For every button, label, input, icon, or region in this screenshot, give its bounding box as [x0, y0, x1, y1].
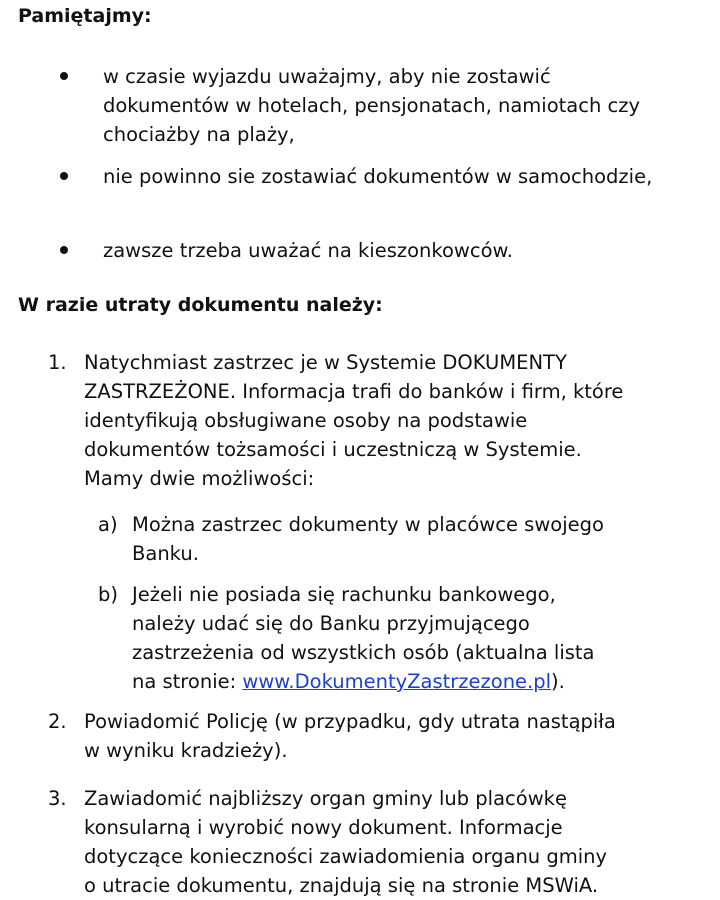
- bullet-text: w czasie wyjazdu uważajmy, aby nie zostawić dokumentów w hotelach, pensjonatach, namiotach czy chociażby na plaży,: [103, 65, 641, 146]
- substep-text-after: ).: [551, 670, 565, 693]
- step-number: 1.: [48, 351, 67, 374]
- step-text: Powiadomić Policję (w przypadku, gdy utrata nastąpiła w wyniku kradzieży).: [84, 710, 616, 762]
- step-text: Natychmiast zastrzec je w Systemie DOKUMENTY ZASTRZEŻONE. Informacja trafi do banków i firm, które identyfikują obsługiwane osoby na podstawie dokumentów tożsamości i uczestniczą w Systemie. Mamy dwie możliwości:: [84, 351, 624, 490]
- substep-marker: a): [98, 513, 118, 536]
- step-text: Zawiadomić najbliższy organ gminy lub placówkę konsularną i wyrobić nowy dokument. Informacje dotyczące konieczności zawiadomienia organu gminy o utracie dokumentu, znajdują się na stronie MSWiA.: [84, 787, 608, 897]
- step-number: 3.: [48, 787, 67, 810]
- substep-text: [132, 580, 622, 696]
- bullet-icon: [60, 246, 68, 254]
- bullet-text: nie powinno sie zostawiać dokumentów w samochodzie,: [103, 165, 653, 188]
- bullet-icon: [60, 172, 68, 180]
- heading-loss-procedure: W razie utraty dokumentu należy:: [18, 294, 383, 316]
- substep-marker: b): [98, 583, 118, 606]
- substep-text-before: Jeżeli nie posiada się rachunku bankowego, należy udać się do Banku przyjmującego zastrzeżenia od wszystkich osób (aktualna lista na stronie:: [132, 583, 595, 693]
- registry-link[interactable]: www.DokumentyZastrzezone.pl: [242, 670, 552, 693]
- step-number: 2.: [48, 710, 67, 733]
- bullet-icon: [60, 72, 68, 80]
- heading-remember: Pamiętajmy:: [18, 5, 152, 27]
- substep-text: Można zastrzec dokumenty w placówce swojego Banku.: [132, 513, 604, 565]
- bullet-text: zawsze trzeba uważać na kieszonkowców.: [103, 239, 513, 262]
